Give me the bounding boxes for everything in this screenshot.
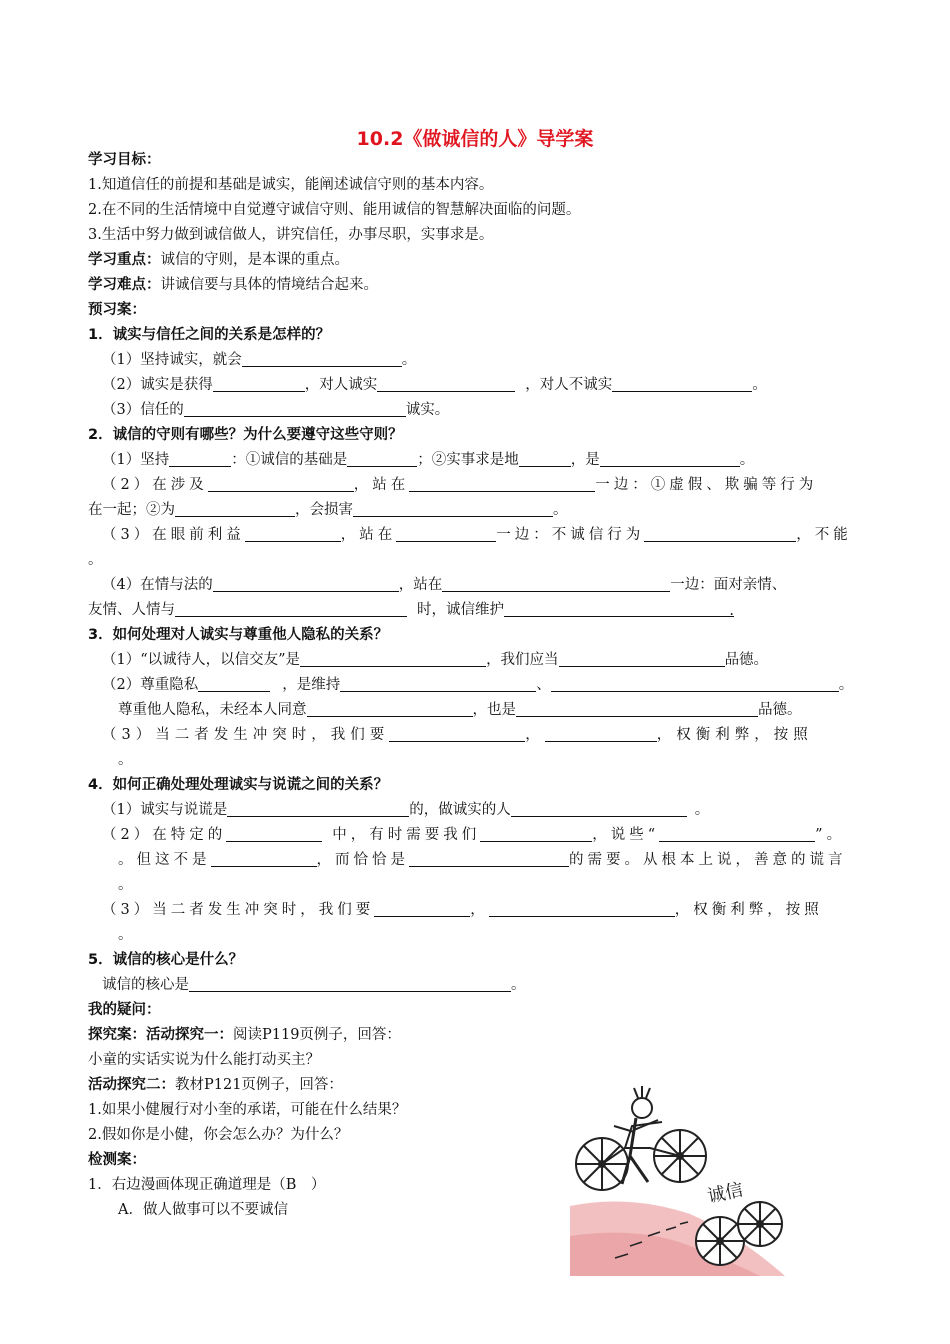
answer-blank[interactable]: [175, 601, 407, 617]
answer-blank[interactable]: [227, 801, 409, 817]
q4-line-2: （2）在特定的 中，有时需要我们 ，说些“ ”。: [102, 827, 846, 843]
answer-blank[interactable]: [226, 826, 322, 842]
explore-question-2: 1.如果小健履行对小奎的承诺，可能在什么结果？: [88, 1102, 407, 1118]
q3-line-5: 。: [118, 752, 133, 768]
q3-title: 3．如何处理对人诚实与尊重他人隐私的关系？: [88, 627, 389, 643]
difficulty-line: [88, 275, 868, 295]
q1-title: 1．诚实与信任之间的关系是怎样的？: [88, 327, 331, 343]
answer-blank[interactable]: [600, 451, 740, 467]
answer-blank[interactable]: [409, 476, 595, 492]
objective-item-1: 1.知道信任的前提和基础是诚实，能阐述诚信守则的基本内容。: [88, 177, 494, 193]
difficulty-label: 学习难点：: [88, 277, 161, 293]
difficulty-text: 讲诚信要与具体的情境结合起来。: [160, 277, 378, 293]
answer-blank[interactable]: [396, 526, 496, 542]
q2-title: 2．诚信的守则有哪些？为什么要遵守这些守则？: [88, 427, 403, 443]
answer-blank[interactable]: [374, 901, 470, 917]
q2-line-2: （2）在涉及 ，站在 一边：①虚假、欺骗等行为: [102, 477, 818, 493]
q4-line-1: （1）诚实与说谎是 的，做诚实的人 。: [102, 802, 710, 818]
q2-line-6: （4）在情与法的 ，站在 一边：面对亲情、: [102, 577, 787, 593]
q1-line-2: （2）诚实是获得 ，对人诚实 ，对人不诚实 。: [102, 377, 767, 393]
answer-blank[interactable]: .: [504, 601, 734, 617]
answer-blank[interactable]: [245, 526, 341, 542]
objective-item-3: 3.生活中努力做到诚信做人，讲究信任，办事尽职，实事求是。: [88, 227, 494, 243]
key-point-line: [88, 250, 868, 270]
q4-line-5: （3）当二者发生冲突时，我们要 ， ，权衡利弊，按照: [102, 902, 823, 918]
q3-line-1: （1）“以诚待人，以信交友”是 ，我们应当 品德。: [102, 652, 769, 668]
q2-line-7: 友情、人情与 时，诚信维护 .: [88, 602, 734, 619]
test-label: 检测案：: [88, 1152, 146, 1168]
answer-blank[interactable]: [377, 376, 515, 392]
answer-blank[interactable]: [489, 901, 675, 917]
explore-question-3: 2.假如你是小健，你会怎么办？为什么？: [88, 1127, 349, 1143]
objectives-heading: 学习目标：: [88, 152, 161, 168]
answer-blank[interactable]: [545, 726, 657, 742]
answer-blank[interactable]: [340, 676, 536, 692]
doubts-label: 我的疑问：: [88, 1002, 161, 1018]
answer-blank[interactable]: [511, 801, 687, 817]
answer-blank[interactable]: [516, 701, 758, 717]
q3-line-2: （2）尊重隐私 ，是维持 、 。: [102, 677, 854, 693]
answer-blank[interactable]: [169, 451, 231, 467]
answer-blank[interactable]: [519, 451, 571, 467]
answer-blank[interactable]: [347, 451, 417, 467]
explore-line-1: 探究案：活动探究一：阅读P119页例子，回答：: [88, 1027, 401, 1043]
integrity-wheel-left-icon: [696, 1217, 744, 1265]
q4-line-6: 。: [118, 927, 133, 943]
answer-blank[interactable]: [300, 651, 486, 667]
answer-blank[interactable]: [480, 826, 592, 842]
q3-line-4: （3）当二者发生冲突时，我们要 ， ，权衡利弊，按照: [102, 727, 813, 743]
test-question-1: 1．右边漫画体现正确道理是（B ）: [88, 1177, 326, 1193]
answer-blank[interactable]: [389, 726, 525, 742]
answer-blank[interactable]: [307, 701, 473, 717]
answer-blank[interactable]: [175, 501, 295, 517]
answer-blank[interactable]: [409, 851, 569, 867]
explore-line-2: 活动探究二：教材P121页例子，回答：: [88, 1077, 343, 1093]
answer-blank[interactable]: [213, 576, 399, 592]
q2-line-3: 在一起；②为 ，会损害 。: [88, 502, 568, 518]
answer-blank[interactable]: [612, 376, 752, 392]
q5-title: 5．诚信的核心是什么？: [88, 952, 244, 968]
q5-line-1: 诚信的核心是 。: [102, 977, 526, 993]
answer-blank[interactable]: [189, 976, 511, 992]
q4-line-3: 。但这不是 ，而恰恰是 的需要。从根本上说，善意的谎言: [118, 852, 847, 868]
answer-blank[interactable]: [211, 851, 317, 867]
answer-blank[interactable]: [213, 376, 305, 392]
q1-line-3: （3）信任的 诚实。: [102, 402, 450, 418]
document-title: 10.2《做诚信的人》导学案: [356, 128, 594, 150]
answer-blank[interactable]: [242, 351, 402, 367]
preview-heading: 预习案：: [88, 302, 146, 318]
answer-blank[interactable]: [644, 526, 796, 542]
cartoon-caption: 诚信: [705, 1179, 746, 1208]
answer-blank[interactable]: [198, 676, 270, 692]
q1-line-1: （1）坚持诚实，就会 。: [102, 352, 417, 368]
answer-blank[interactable]: [559, 651, 725, 667]
q2-line-4: （3）在眼前利益 ，站在 一边：不诚信行为 ，不能: [102, 527, 852, 543]
integrity-wheel-right-icon: [738, 1202, 782, 1246]
running-person-icon: [602, 1086, 680, 1184]
answer-blank[interactable]: [551, 676, 839, 692]
q3-line-3: 尊重他人隐私，未经本人同意 ，也是 品德。: [118, 702, 802, 718]
test-option-a: A．做人做事可以不要诚信: [118, 1202, 288, 1218]
q2-line-5: 。: [88, 552, 103, 568]
answer-blank[interactable]: [353, 501, 553, 517]
answer-blank[interactable]: [184, 401, 406, 417]
q4-title: 4．如何正确处理处理诚实与说谎之间的关系？: [88, 777, 389, 793]
answer-blank[interactable]: [659, 826, 815, 842]
q4-line-4: 。: [118, 877, 133, 893]
cartoon-illustration: [570, 1086, 785, 1276]
answer-blank[interactable]: [208, 476, 354, 492]
explore-question-1: 小童的实话实说为什么能打动买主？: [88, 1052, 320, 1068]
answer-blank[interactable]: [442, 576, 670, 592]
key-point-label: 学习重点：: [88, 252, 161, 268]
key-point-text: 诚信的守则，是本课的重点。: [160, 252, 349, 268]
q2-line-1: （1）坚持 ：①诚信的基础是 ；②实事求是地 ，是 。: [102, 452, 755, 468]
objective-item-2: 2.在不同的生活情境中自觉遵守诚信守则、能用诚信的智慧解决面临的问题。: [88, 202, 581, 218]
